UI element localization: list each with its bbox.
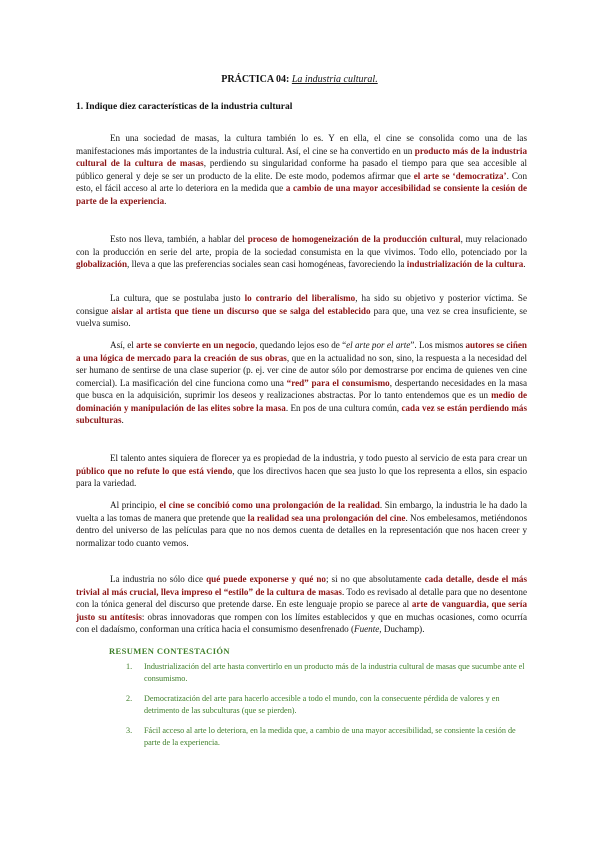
- text-run: . En pos de una cultura común,: [285, 402, 402, 413]
- summary-item-text: Industrialización del arte hasta convertirlo en un producto más de la industria cultural de masas que sucumbe ante el consumismo.: [144, 662, 525, 683]
- paragraph-6: [76, 499, 527, 549]
- summary-item: [109, 725, 529, 749]
- text-run: . Nos embelesamos, metiéndonos dentro del universo de las películas para que no nos demos cuenta de detalles en la representación que nos hacen creer y normalizar todo cuanto vemos.: [76, 512, 527, 548]
- text-run: , despertando necesidades en la masa que busca en la adquisición, suprimir los deseos y realizaciones abstractas. Por lo tanto entendemos que es un: [76, 377, 527, 400]
- highlight-text: “red” para el consumismo: [286, 377, 390, 388]
- highlight-text: cada detalle, desde el más trivial al más crucial, lleva impreso el “estilo” de la cultura de masas: [76, 574, 527, 597]
- quote-text: Fuente: [354, 624, 380, 634]
- text-run: En una sociedad de masas, la cultura también lo es. Y en ella, el cine se consolida como una de las manifestaciones más importantes de la industria cultural. Así, el cine se ha convertido en un: [76, 133, 527, 156]
- highlight-text: industrialización de la cultura: [406, 259, 524, 269]
- highlight-text: arte de vanguardia, que sería justo su antítesis: [76, 599, 527, 622]
- text-run: Así, el: [110, 340, 137, 350]
- text-run: . Todo es revisado al detalle para que no desentone con la tónica general del discurso que pretende darse. En este lenguaje propio se parece al: [76, 586, 527, 609]
- highlight-text: medio de dominación y manipulación de las elites sobre la masa: [76, 390, 527, 413]
- text-run: Al principio,: [110, 500, 160, 510]
- text-run: : obras innovadoras que rompen con los límites establecidos y que en muchas ocasiones, como ocurría con el dadaísmo, conforman una crítica hacia el consumismo desenfrenado (: [76, 611, 527, 634]
- highlight-text: la realidad sea una prolongación del cine: [247, 512, 406, 523]
- paragraph-7: [76, 573, 527, 636]
- paragraph-1: [76, 132, 527, 207]
- text-run: , que en la actualidad no son, sino, la respuesta a la necesidad del ser humano de sentirse de una clase superior (p. ej. ver cine de autor sólo por demostrarse por encima de quienes ven cine comercial). La masificación del cine funciona como una: [76, 352, 528, 388]
- text-run: para que, una vez se crea insuficiente, se vuelva sumiso.: [76, 305, 527, 328]
- question-heading: 1. Indique diez características de la industria cultural: [76, 102, 293, 112]
- text-run: , que los directivos hacen que sea justo lo que los representa a ellos, sin espacio para la variedad.: [76, 465, 527, 488]
- summary-item-text: Fácil acceso al arte lo deteriora, en la medida que, a cambio de una mayor accesibilidad, se consiente la cesión de parte de la experiencia.: [144, 726, 516, 747]
- paragraph-3: [76, 292, 527, 330]
- highlight-text: globalización: [76, 259, 128, 269]
- summary-section: [109, 646, 529, 757]
- highlight-text: público que no refute lo que está viendo: [76, 465, 233, 476]
- highlight-text: el arte se ‘democratiza’: [413, 170, 507, 181]
- summary-item-number: 2.: [126, 694, 133, 703]
- text-run: .: [164, 195, 167, 206]
- text-run: La cultura, que se postulaba justo: [110, 293, 245, 303]
- title-label: PRÁCTICA 04:: [221, 74, 290, 85]
- text-run: . Sin embargo, la industria le ha dado la vuelta a las tomas de manera que pretende que: [76, 500, 527, 523]
- summary-title: RESUMEN CONTESTACIÓN: [109, 646, 230, 656]
- text-run: .: [523, 259, 526, 269]
- highlight-text: producto más de la industria cultural de la cultura de masas: [76, 145, 527, 168]
- text-run: . Con esto, el fácil acceso al arte lo deteriora en la medida que: [76, 170, 528, 193]
- highlight-text: a cambio de una mayor accesibilidad se consiente la cesión de parte de la experiencia: [76, 183, 527, 206]
- text-run: ; si no que absolutamente: [325, 574, 425, 584]
- highlight-text: lo contrario del liberalismo: [244, 293, 356, 303]
- text-run: La industria no sólo dice: [110, 574, 207, 584]
- title-subtitle: La industria cultural.: [291, 74, 378, 85]
- highlight-text: autores se ciñen a una lógica de mercado para la creación de sus obras: [76, 340, 527, 363]
- text-run: , Duchamp).: [379, 624, 425, 634]
- text-run: , lleva a que las preferencias sociales sean casi homogéneas, favoreciendo la: [127, 259, 407, 269]
- paragraph-4: [76, 339, 527, 427]
- highlight-text: arte se convierte en un negocio: [136, 340, 256, 350]
- text-run: .: [121, 415, 124, 425]
- paragraph-5: [76, 452, 527, 490]
- paragraph-2: [76, 233, 527, 271]
- text-run: , perdiendo su singularidad conforme ha pasado el tiempo para que sea accesible al público general y deje se ser un producto de la elite. De este modo, podemos afirmar que: [76, 158, 528, 181]
- highlight-text: cada vez se están perdiendo más subculturas: [76, 402, 527, 425]
- summary-item-number: 1.: [126, 662, 133, 671]
- summary-item-text: Democratización del arte para hacerlo accesible a todo el mundo, con la consecuente pérdida de valores y en detrimento de las subculturas (que se pierden).: [144, 694, 500, 715]
- summary-item: [109, 661, 529, 685]
- text-run: ”. Los mismos: [410, 340, 466, 350]
- highlight-text: el cine se concibió como una prolongación de la realidad: [159, 500, 380, 510]
- highlight-text: proceso de homogeneización de la producción cultural: [247, 234, 461, 244]
- highlight-text: qué puede exponerse y qué no: [206, 574, 326, 584]
- summary-list: [109, 661, 529, 749]
- highlight-text: aislar al artista que tiene un discurso que se salga del establecido: [111, 305, 371, 316]
- quote-text: el arte por el arte: [346, 340, 411, 350]
- text-run: , muy relacionado con la producción en serie del arte, propia de la sociedad consumista en la que vivimos. Todo ello, potenciado por la: [76, 234, 528, 257]
- page-title: [0, 74, 599, 86]
- summary-item: [109, 693, 529, 717]
- text-run: El talento antes siquiera de florecer ya es propiedad de la industria, y todo puesto al servicio de esta para crear un: [110, 453, 527, 463]
- text-run: , quedando lejos eso de “: [255, 340, 347, 350]
- text-run: Esto nos lleva, también, a hablar del: [110, 234, 248, 244]
- text-run: , ha sido su objetivo y posterior víctima. Se consigue: [76, 293, 527, 316]
- summary-item-number: 3.: [126, 726, 133, 735]
